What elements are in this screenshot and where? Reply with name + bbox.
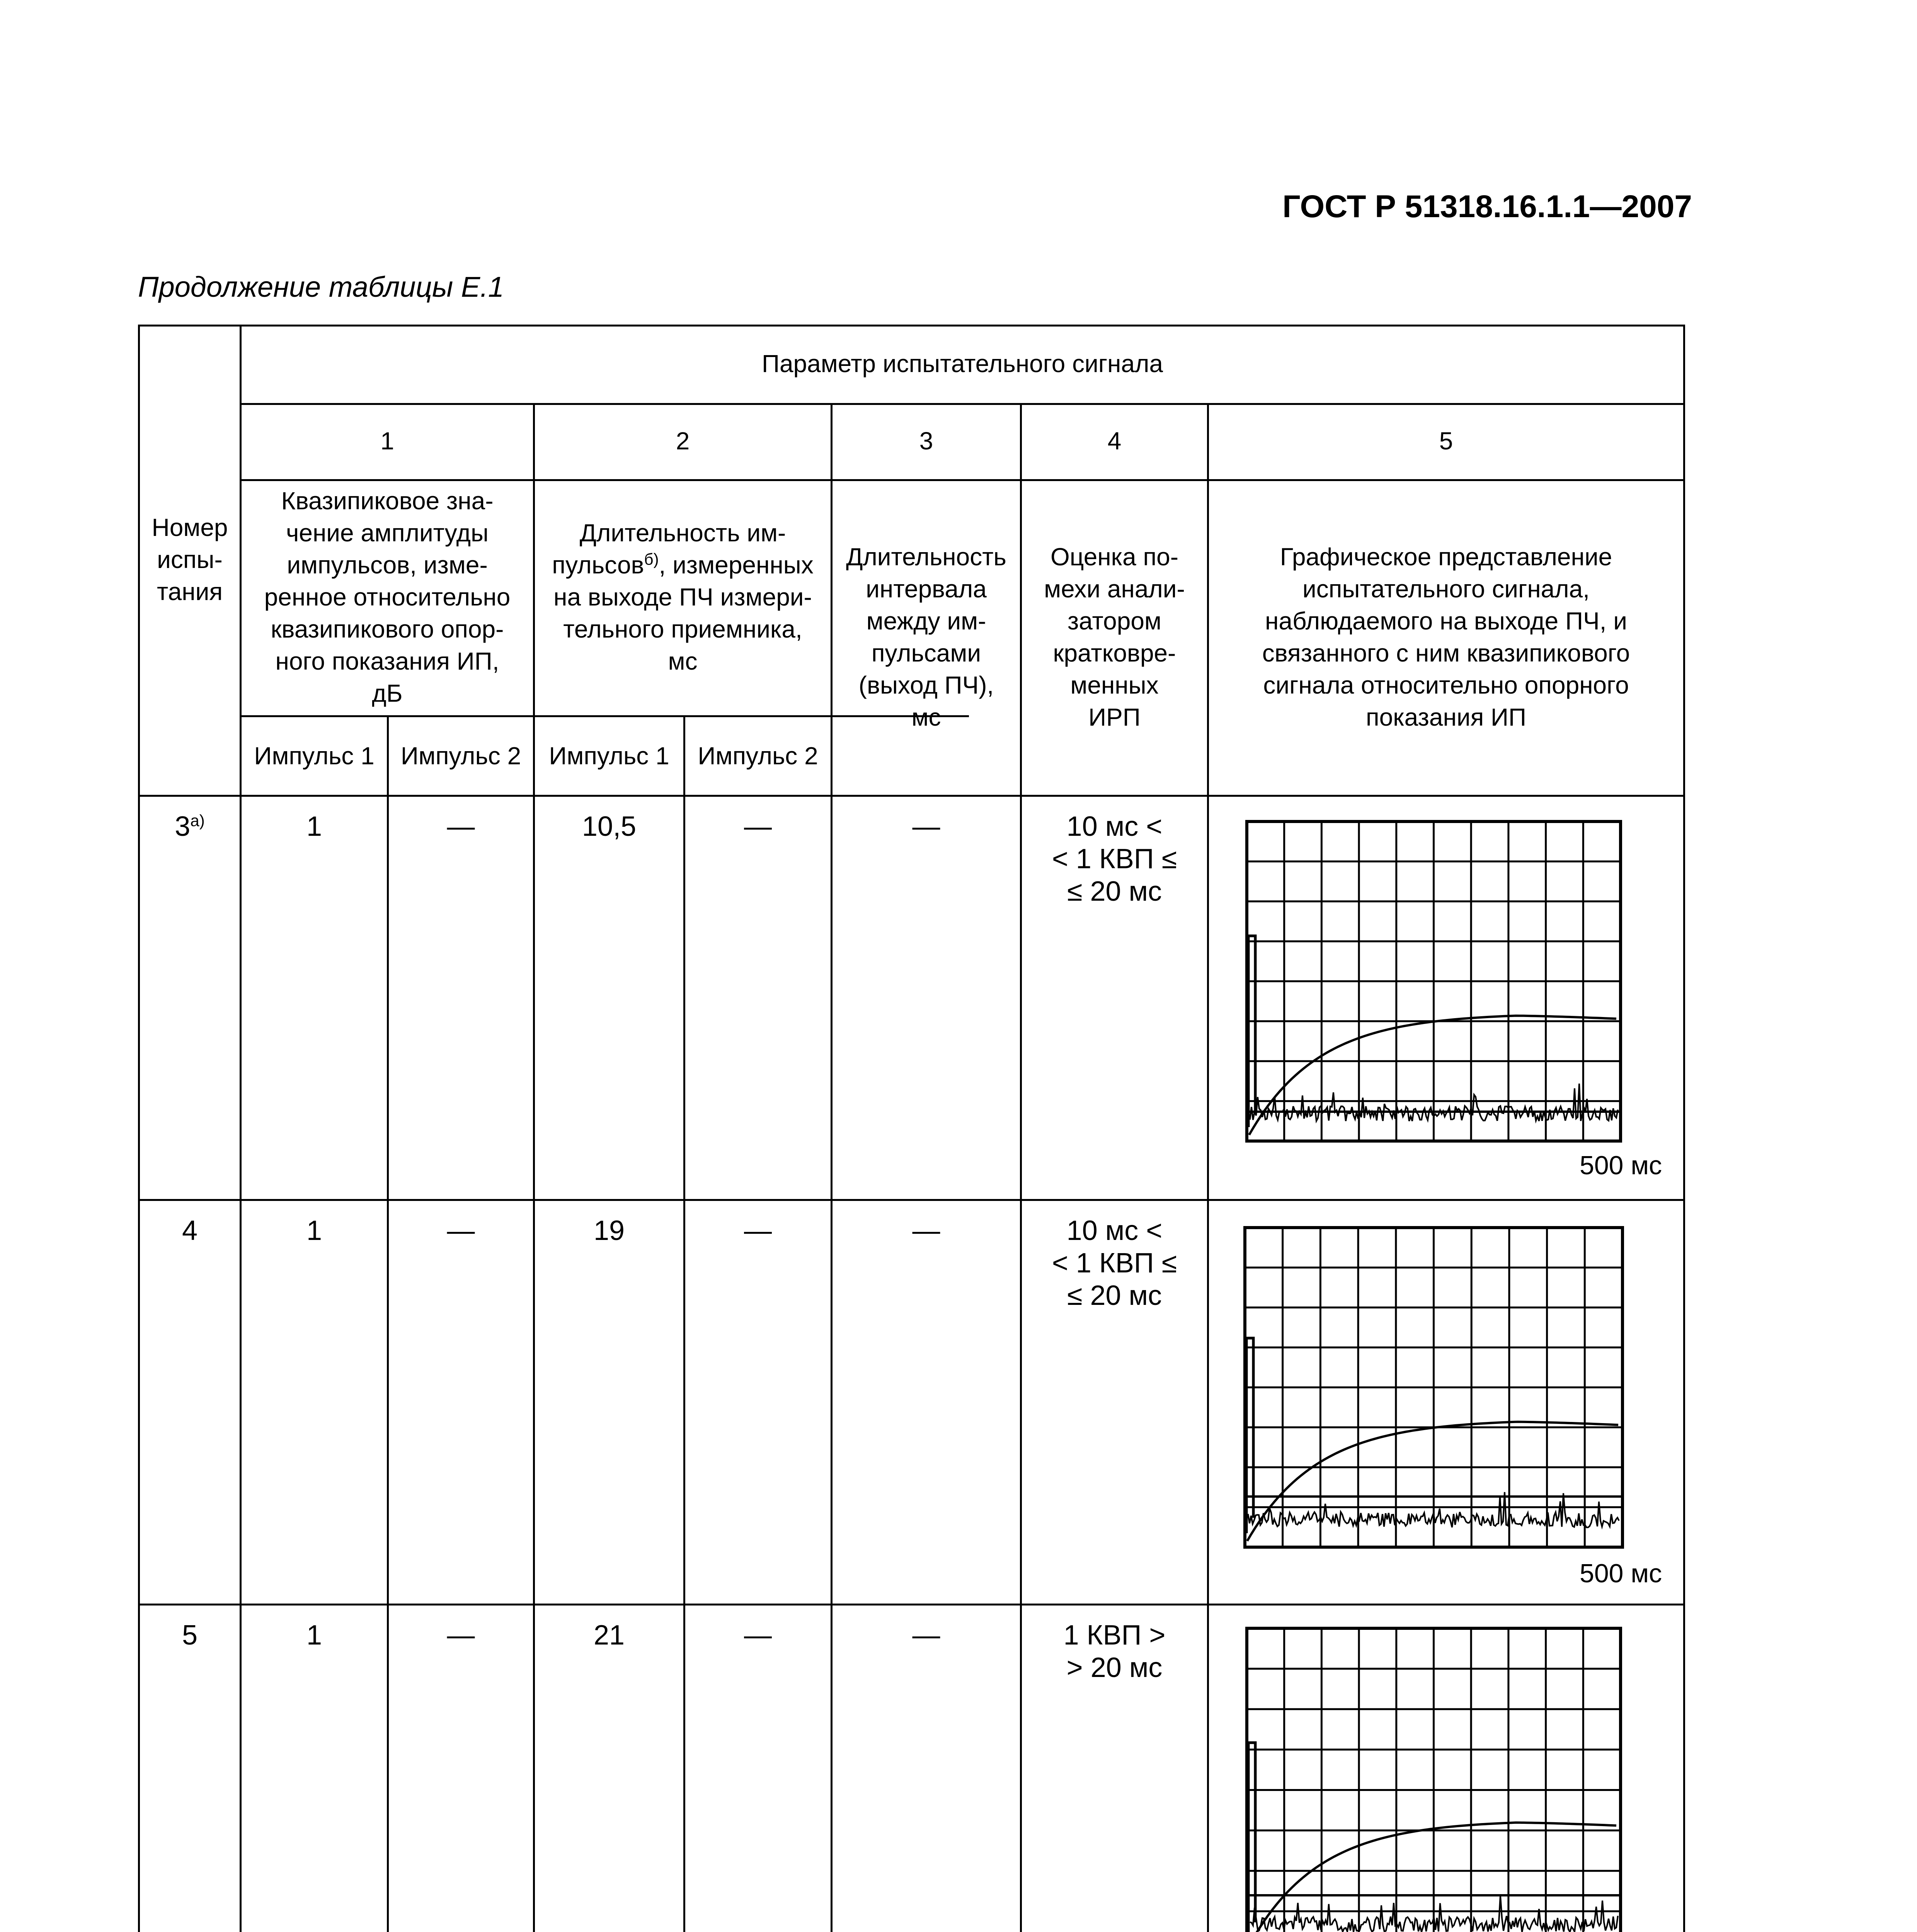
time-scale-label: 500 мс (1580, 1151, 1662, 1180)
footnote-a-marker: а) (190, 811, 205, 830)
evaluation-line: 10 мс < (1066, 1215, 1163, 1246)
duration-pulse-1: 21 (593, 1620, 625, 1651)
test-number (138, 810, 242, 843)
test-number (138, 1214, 242, 1247)
subheader-amp-pulse-1: Импульс 1 (254, 742, 375, 770)
time-scale-label: 500 мс (1580, 1559, 1662, 1588)
test-signal-table (138, 325, 1685, 1932)
header-test-number: Номер испы-тания (152, 514, 228, 605)
evaluation-line: > 20 мс (1066, 1652, 1163, 1683)
table-row (138, 1199, 1685, 1603)
document-code: ГОСТ Р 51318.16.1.1—2007 (1282, 189, 1692, 224)
header-pulse-duration-text-rest: , измеренных на выходе ПЧ измери-тельного приемника, (553, 551, 814, 643)
oscillogram (1243, 1226, 1624, 1549)
header-param-group: Параметр испытательного сигнала (761, 350, 1163, 378)
pulse-interval: — (912, 811, 940, 842)
amplitude-pulse-2: — (447, 1215, 475, 1246)
analyzer-evaluation (1022, 1214, 1207, 1312)
header-col-1-number: 1 (380, 427, 394, 455)
duration-pulse-1: 19 (593, 1215, 625, 1246)
header-col-4-number: 4 (1107, 427, 1122, 455)
amplitude-pulse-1: 1 (306, 811, 322, 842)
duration-pulse-2: — (744, 1620, 772, 1651)
header-col-2-number: 2 (676, 427, 690, 455)
pulse-trace (1246, 1338, 1253, 1533)
test-number-value: 3 (175, 811, 191, 842)
pulse-trace (1248, 936, 1255, 1127)
header-col-3-number: 3 (919, 427, 933, 455)
evaluation-line: ≤ 20 мс (1067, 1280, 1162, 1311)
table-row (138, 795, 1685, 1199)
header-graphic-representation (1209, 479, 1683, 795)
header-quasi-peak-amplitude: Квазипиковое зна-чение амплитуды импульсов, изме-ренное относительно квазипикового опор-ного показания ИП, дБ (264, 487, 511, 707)
duration-pulse-1: 10,5 (582, 811, 637, 842)
oscillogram (1245, 820, 1622, 1143)
oscillogram (1245, 1627, 1622, 1932)
header-graphic-representation-text-end: показания ИП (1366, 703, 1526, 731)
header-pulse-duration-text: Длительность им-пульсов (552, 519, 786, 579)
header-pulse-duration (535, 479, 831, 715)
header-pulse-interval-unit: мс (911, 703, 941, 731)
evaluation-line: 10 мс < (1066, 811, 1163, 842)
header-pulse-interval (833, 479, 1020, 795)
header-analyzer-evaluation-text: Оценка по-мехи анали-затором кратковре-менных (1044, 543, 1185, 699)
evaluation-line: ≤ 20 мс (1067, 876, 1162, 907)
analyzer-evaluation (1022, 1619, 1207, 1684)
pulse-interval: — (912, 1215, 940, 1246)
amplitude-pulse-1: 1 (306, 1620, 322, 1651)
pulse-interval: — (912, 1620, 940, 1651)
amplitude-pulse-2: — (447, 811, 475, 842)
header-pulse-duration-unit: мс (668, 647, 698, 675)
duration-pulse-2: — (744, 1215, 772, 1246)
subheader-amp-pulse-2: Импульс 2 (400, 742, 521, 770)
analyzer-evaluation (1022, 810, 1207, 908)
evaluation-line: 1 КВП > (1063, 1620, 1166, 1651)
subheader-dur-pulse-2: Импульс 2 (698, 742, 818, 770)
header-graphic-representation-text: Графическое представление испытательного сигнала, наблюдаемого на выходе ПЧ, и связанного с ним квазипикового сигнала относительно опорного (1262, 543, 1630, 699)
subheader-dur-pulse-1: Импульс 1 (549, 742, 669, 770)
amplitude-pulse-2: — (447, 1620, 475, 1651)
pulse-trace (1248, 1743, 1255, 1932)
amplitude-pulse-1: 1 (306, 1215, 322, 1246)
test-number-value: 5 (182, 1620, 198, 1651)
header-pulse-interval-text: Длительность интервала между им-пульсами (выход ПЧ), (846, 543, 1006, 699)
footnote-b-marker: б) (644, 550, 659, 568)
header-analyzer-evaluation-unit: ИРП (1088, 703, 1141, 731)
table-continuation-caption: Продолжение таблицы Е.1 (138, 271, 504, 303)
test-number (138, 1619, 242, 1651)
evaluation-line: < 1 КВП ≤ (1052, 844, 1177, 874)
duration-pulse-2: — (744, 811, 772, 842)
header-analyzer-evaluation (1022, 479, 1207, 795)
header-col-5-number: 5 (1439, 427, 1453, 455)
test-number-value: 4 (182, 1215, 198, 1246)
evaluation-line: < 1 КВП ≤ (1052, 1248, 1177, 1279)
table-row (138, 1604, 1685, 1932)
